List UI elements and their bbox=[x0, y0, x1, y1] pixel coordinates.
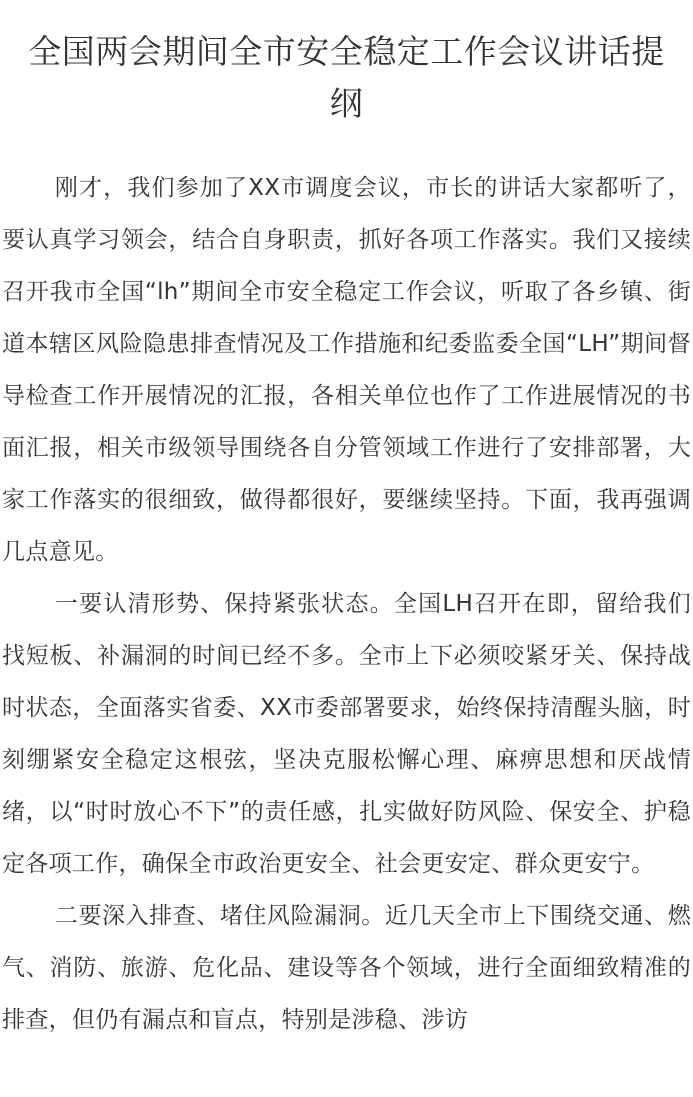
paragraph-point-two: 二要深入排查、堵住风险漏洞。近几天全市上下围绕交通、燃气、消防、旅游、危化品、建设等各个领域，进行全面细致精准的排查，但仍有漏点和盲点，特别是涉稳、涉访 bbox=[2, 903, 691, 1033]
document-body bbox=[0, 162, 693, 1046]
document-title bbox=[0, 0, 693, 130]
paragraph-intro: 刚才，我们参加了XX市调度会议，市长的讲话大家都听了，要认真学习领会，结合自身职责，抓好各项工作落实。我们又接续召开我市全国“lh”期间全市安全稳定工作会议，听取了各乡镇、街道本辖区风险隐患排查情况及工作措施和纪委监委全国“LH”期间督导检查工作开展情况的汇报，各相关单位也作了工作进展情况的书面汇报，相关市级领导围绕各自分管领域工作进行了安排部署，大家工作落实的很细致，做得都很好，要继续坚持。下面，我再强调几点意见。 bbox=[2, 175, 691, 565]
document-title-line-2: 纲 bbox=[329, 84, 364, 123]
paragraph-point-one: 一要认清形势、保持紧张状态。全国LH召开在即，留给我们找短板、补漏洞的时间已经不多。全市上下必须咬紧牙关、保持战时状态，全面落实省委、XX市委部署要求，始终保持清醒头脑，时刻绷紧安全稳定这根弦，坚决克服松懈心理、麻痹思想和厌战情绪，以“时时放心不下”的责任感，扎实做好防风险、保安全、护稳定各项工作，确保全市政治更安全、社会更安定、群众更安宁。 bbox=[2, 591, 691, 877]
document-title-line-1: 全国两会期间全市安全稳定工作会议讲话提 bbox=[28, 32, 665, 71]
